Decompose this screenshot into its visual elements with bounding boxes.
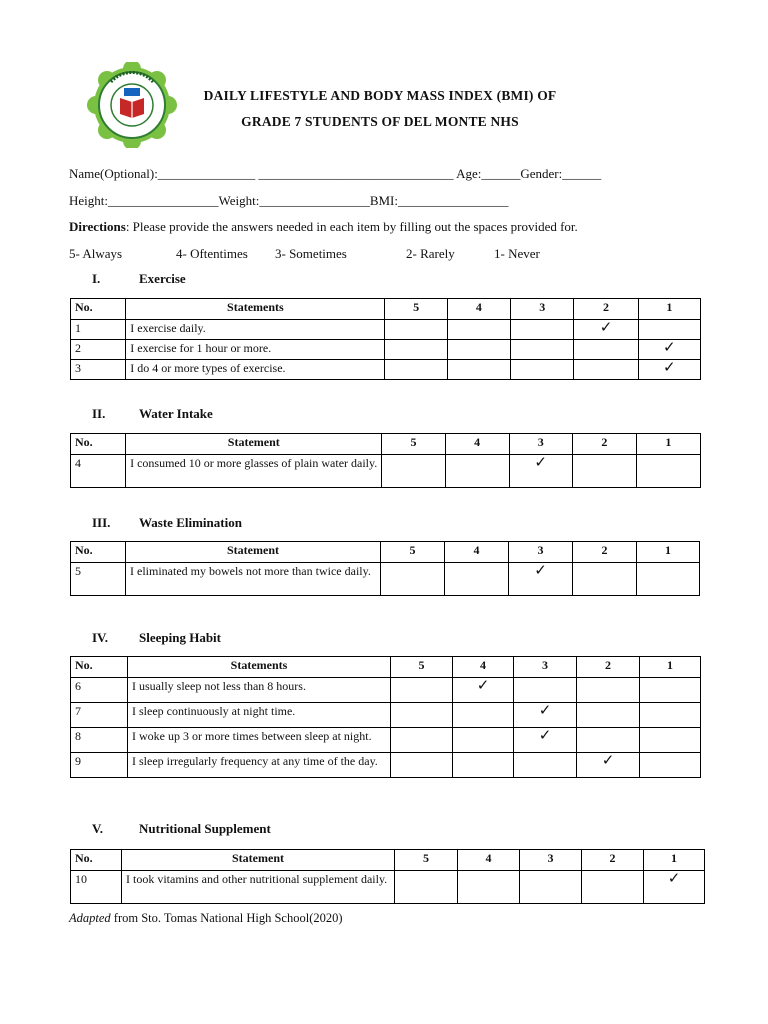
table-row: [71, 728, 701, 753]
checkmark-icon: ✓: [599, 320, 613, 336]
table-row: [71, 753, 701, 778]
table-row: [71, 340, 701, 360]
column-header: No.: [71, 850, 122, 871]
rating-cell-3[interactable]: [514, 678, 577, 703]
column-header: 5: [395, 850, 458, 871]
table-row: [71, 563, 700, 596]
column-header: 4: [447, 299, 510, 320]
rating-cell-2[interactable]: [577, 678, 640, 703]
checkmark-icon: ✓: [538, 728, 552, 744]
table-row: [71, 320, 701, 340]
column-header: 3: [509, 542, 573, 563]
rating-cell-5[interactable]: [391, 728, 453, 753]
rating-cell-4[interactable]: [445, 455, 509, 488]
table-header-row: [71, 657, 701, 678]
directions-text: : Please provide the answers needed in each item by filling out the spaces provided for.: [125, 219, 578, 234]
column-header: 1: [636, 434, 700, 455]
column-header: 5: [391, 657, 453, 678]
column-header: 3: [520, 850, 582, 871]
item-number: 2: [71, 340, 126, 360]
item-number: 8: [71, 728, 128, 753]
rating-cell-1[interactable]: [640, 678, 701, 703]
checkmark-icon: ✓: [663, 340, 676, 356]
table-header-row: [71, 299, 701, 320]
rating-cell-4[interactable]: [447, 320, 510, 340]
statement-text: I sleep continuously at night time.: [128, 703, 391, 728]
section-heading-exercise: I. Exercise: [92, 271, 186, 286]
sleeping-habit-table: [70, 656, 701, 778]
column-header: 5: [382, 434, 445, 455]
column-header: 1: [644, 850, 705, 871]
rating-cell-5[interactable]: [381, 563, 445, 596]
column-header: No.: [71, 434, 126, 455]
rating-cell-2[interactable]: [574, 340, 638, 360]
checkmark-icon: ✓: [663, 360, 676, 376]
nutritional-supplement-table: [70, 849, 705, 904]
legend-item: 3- Sometimes: [275, 246, 347, 261]
directions-label: Directions: [69, 219, 126, 234]
rating-legend: [69, 246, 540, 262]
checkmark-icon: ✓: [534, 455, 547, 471]
rating-cell-4[interactable]: [453, 753, 514, 778]
column-header: 4: [458, 850, 520, 871]
rating-cell-4[interactable]: [447, 360, 510, 380]
rating-cell-3[interactable]: [509, 563, 573, 596]
item-number: 3: [71, 360, 126, 380]
section-heading-water-intake: II. Water Intake: [92, 406, 213, 421]
waste-elimination-table: [70, 541, 700, 596]
section-heading-sleeping-habit: IV. Sleeping Habit: [92, 630, 221, 645]
rating-cell-5[interactable]: [385, 340, 447, 360]
column-header: 4: [453, 657, 514, 678]
column-header: No.: [71, 542, 126, 563]
column-header: Statement: [126, 542, 381, 563]
rating-cell-5[interactable]: [391, 753, 453, 778]
rating-cell-2[interactable]: [574, 360, 638, 380]
table-row: [71, 678, 701, 703]
statement-text: I exercise daily.: [126, 320, 385, 340]
rating-cell-3[interactable]: [511, 320, 574, 340]
column-header: 2: [582, 850, 644, 871]
rating-cell-1[interactable]: [636, 455, 700, 488]
column-header: Statements: [128, 657, 391, 678]
rating-cell-4[interactable]: [447, 340, 510, 360]
rating-cell-5[interactable]: [391, 678, 453, 703]
item-number: 10: [71, 871, 122, 904]
table-row: [71, 703, 701, 728]
statement-text: I exercise for 1 hour or more.: [126, 340, 385, 360]
column-header: 1: [637, 542, 700, 563]
rating-cell-3[interactable]: [509, 455, 572, 488]
item-number: 7: [71, 703, 128, 728]
statement-text: I do 4 or more types of exercise.: [126, 360, 385, 380]
statement-text: I took vitamins and other nutritional supplement daily.: [122, 871, 395, 904]
column-header: 1: [638, 299, 700, 320]
column-header: Statement: [122, 850, 395, 871]
rating-cell-5[interactable]: [395, 871, 458, 904]
rating-cell-1[interactable]: [640, 728, 701, 753]
rating-cell-2[interactable]: [577, 728, 640, 753]
directions: [69, 219, 578, 235]
column-header: 3: [509, 434, 572, 455]
table-header-row: [71, 542, 700, 563]
rating-cell-1[interactable]: [638, 320, 700, 340]
height-weight-bmi-line[interactable]: Height:_________________Weight:_________________BMI:_________________: [69, 193, 509, 208]
statement-text: I eliminated my bowels not more than twice daily.: [126, 563, 381, 596]
column-header: Statement: [126, 434, 382, 455]
column-header: 3: [514, 657, 577, 678]
checkmark-icon: ✓: [476, 678, 490, 694]
rating-cell-2[interactable]: [577, 753, 640, 778]
table-row: [71, 360, 701, 380]
legend-item: 4- Oftentimes: [176, 246, 248, 261]
item-number: 4: [71, 455, 126, 488]
column-header: 2: [572, 434, 636, 455]
statement-text: I sleep irregularly frequency at any time of the day.: [128, 753, 391, 778]
checkmark-icon: ✓: [538, 703, 552, 719]
column-header: 5: [381, 542, 445, 563]
section-heading-nutritional-supplement: V. Nutritional Supplement: [92, 821, 271, 836]
footer-text: from Sto. Tomas National High School(2020): [110, 911, 343, 925]
rating-cell-1[interactable]: [640, 753, 701, 778]
column-header: 1: [640, 657, 701, 678]
name-age-gender-line[interactable]: Name(Optional):_______________ ______________________________ Age:______Gender:______: [69, 166, 602, 181]
legend-item: 1- Never: [494, 246, 540, 261]
table-row: [71, 871, 705, 904]
rating-cell-1[interactable]: [637, 563, 700, 596]
rating-cell-2[interactable]: [572, 455, 636, 488]
item-number: 5: [71, 563, 126, 596]
rating-cell-3[interactable]: [514, 703, 577, 728]
rating-cell-3[interactable]: [514, 753, 577, 778]
rating-cell-2[interactable]: [582, 871, 644, 904]
table-header-row: [71, 850, 705, 871]
rating-cell-3[interactable]: [511, 340, 574, 360]
document-title-line2: GRADE 7 STUDENTS OF DEL MONTE NHS: [241, 114, 519, 129]
statement-text: I usually sleep not less than 8 hours.: [128, 678, 391, 703]
rating-cell-1[interactable]: [640, 703, 701, 728]
rating-cell-4[interactable]: [458, 871, 520, 904]
section-heading-waste-elimination: III. Waste Elimination: [92, 515, 242, 530]
table-header-row: [71, 434, 701, 455]
item-number: 9: [71, 753, 128, 778]
column-header: 4: [445, 434, 509, 455]
rating-cell-1[interactable]: [644, 871, 705, 904]
checkmark-icon: ✓: [534, 563, 547, 579]
column-header: 5: [385, 299, 447, 320]
rating-cell-3[interactable]: [511, 360, 574, 380]
checkmark-icon: ✓: [667, 871, 681, 887]
item-number: 1: [71, 320, 126, 340]
rating-cell-5[interactable]: [385, 320, 447, 340]
rating-cell-1[interactable]: [638, 340, 700, 360]
checkmark-icon: ✓: [601, 753, 615, 769]
rating-cell-5[interactable]: [391, 703, 453, 728]
rating-cell-3[interactable]: [514, 728, 577, 753]
footer-source: [69, 911, 343, 926]
column-header: 2: [573, 542, 637, 563]
legend-item: 2- Rarely: [406, 246, 455, 261]
rating-cell-2[interactable]: [574, 320, 638, 340]
rating-cell-5[interactable]: [382, 455, 445, 488]
rating-cell-4[interactable]: [445, 563, 509, 596]
rating-cell-2[interactable]: [573, 563, 637, 596]
statement-text: I woke up 3 or more times between sleep at night.: [128, 728, 391, 753]
footer-italic: Adapted: [69, 911, 111, 925]
water-intake-table: [70, 433, 701, 488]
rating-cell-4[interactable]: [453, 678, 514, 703]
rating-cell-4[interactable]: [453, 728, 514, 753]
school-logo: [84, 62, 180, 148]
rating-cell-2[interactable]: [577, 703, 640, 728]
rating-cell-1[interactable]: [638, 360, 700, 380]
legend-item: 5- Always: [69, 246, 123, 261]
column-header: 4: [445, 542, 509, 563]
rating-cell-3[interactable]: [520, 871, 582, 904]
column-header: Statements: [126, 299, 385, 320]
document-title-line1: DAILY LIFESTYLE AND BODY MASS INDEX (BMI) OF: [203, 88, 557, 103]
exercise-table: [70, 298, 701, 380]
column-header: No.: [71, 299, 126, 320]
column-header: No.: [71, 657, 128, 678]
rating-cell-5[interactable]: [385, 360, 447, 380]
column-header: 2: [577, 657, 640, 678]
statement-text: I consumed 10 or more glasses of plain water daily.: [126, 455, 382, 488]
rating-cell-4[interactable]: [453, 703, 514, 728]
column-header: 2: [574, 299, 638, 320]
item-number: 6: [71, 678, 128, 703]
column-header: 3: [511, 299, 574, 320]
table-row: [71, 455, 701, 488]
